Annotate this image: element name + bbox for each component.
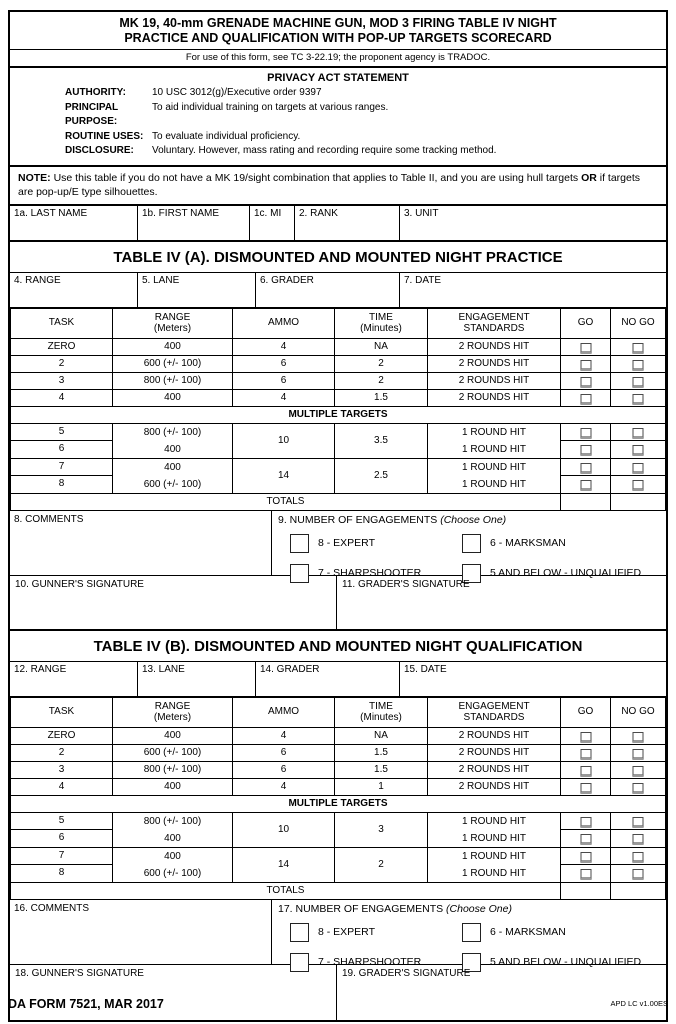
expert-checkbox[interactable] [290, 534, 309, 553]
privacy-heading: PRIVACY ACT STATEMENT [267, 72, 409, 84]
lane-field-b[interactable] [138, 662, 256, 696]
no-go-cell [611, 847, 666, 865]
standards-cell: 2 ROUNDS HIT [428, 355, 561, 372]
go-checkbox[interactable] [580, 834, 591, 845]
time-cell: 2 [335, 372, 428, 389]
task-cell: 4 [11, 778, 113, 795]
privacy-label: ROUTINE USES: [65, 130, 144, 142]
task-cell: 2 [11, 744, 113, 761]
standards-cell: 2 ROUNDS HIT [428, 389, 561, 406]
no-go-cell [611, 458, 666, 476]
option-expert [290, 923, 462, 942]
note-box [10, 167, 666, 206]
engagements-header: 9. NUMBER OF ENGAGEMENTS (Choose One) [278, 513, 507, 526]
go-cell [561, 355, 611, 372]
comments-engagements-row-a [10, 511, 666, 579]
rank-field[interactable] [295, 206, 400, 240]
time-cell: 3 [335, 812, 428, 847]
privacy-value: To evaluate individual proficiency. [152, 130, 301, 142]
range-field-b[interactable] [10, 662, 138, 696]
go-checkbox[interactable] [580, 463, 591, 474]
go-cell [561, 812, 611, 830]
ammo-cell: 6 [233, 355, 335, 372]
go-checkbox[interactable] [580, 852, 591, 863]
task-cell: 2 [11, 355, 113, 372]
no-go-checkbox[interactable] [633, 749, 644, 760]
no-go-checkbox[interactable] [633, 783, 644, 794]
last-name-field[interactable] [10, 206, 138, 240]
no-go-cell [611, 441, 666, 459]
go-cell [561, 423, 611, 441]
signatures-row-a [10, 576, 666, 631]
standards-cell: 1 ROUND HIT 1 ROUND HIT [428, 847, 561, 882]
option-label: 7 - SHARPSHOOTER [318, 956, 422, 968]
no-go-cell [611, 372, 666, 389]
table-header-row [11, 308, 666, 338]
go-checkbox[interactable] [580, 343, 591, 354]
go-cell [561, 372, 611, 389]
range-cell: 400 600 (+/- 100) [113, 458, 233, 493]
form-subtitle: For use of this form, see TC 3-22.19; the proponent agency is TRADOC. [10, 49, 666, 66]
go-cell [561, 458, 611, 476]
table-a-title: TABLE IV (A). DISMOUNTED AND MOUNTED NIGHT PRACTICE [10, 242, 666, 273]
marksman-checkbox[interactable] [462, 534, 481, 553]
no-go-cell [611, 744, 666, 761]
privacy-act-statement [10, 68, 666, 167]
da-form-7521 [8, 10, 668, 1022]
form-title-block [10, 12, 666, 68]
ammo-cell: 4 [233, 338, 335, 355]
totals-label: TOTALS [11, 493, 561, 510]
marksman-checkbox[interactable] [462, 923, 481, 942]
unit-field[interactable] [400, 206, 666, 240]
task-cell: 8 [11, 865, 113, 883]
ammo-cell: 10 [233, 423, 335, 458]
first-name-label: 1b. FIRST NAME [142, 207, 220, 219]
range-field-a[interactable] [10, 273, 138, 307]
choose-one-note: (Choose One) [446, 902, 512, 915]
identity-fields-row [10, 206, 666, 242]
totals-row [11, 493, 666, 510]
table-row [11, 355, 666, 372]
no-go-checkbox[interactable] [633, 394, 644, 405]
range-cell: 600 (+/- 100) [113, 744, 233, 761]
totals-go-cell[interactable] [561, 882, 611, 899]
range-label: 12. RANGE [14, 663, 67, 675]
option-label: 6 - MARKSMAN [490, 537, 566, 549]
go-cell [561, 778, 611, 795]
range-cell: 800 (+/- 100) [113, 761, 233, 778]
go-checkbox[interactable] [580, 732, 591, 743]
range-cell: 400 [113, 778, 233, 795]
standards-cell: 1 ROUND HIT 1 ROUND HIT [428, 812, 561, 847]
col-no-go: NO GO [611, 697, 666, 727]
col-standards: ENGAGEMENT STANDARDS [428, 697, 561, 727]
table-header-row [11, 697, 666, 727]
option-label: 5 AND BELOW - UNQUALIFIED [490, 567, 642, 579]
time-cell: 2 [335, 355, 428, 372]
lane-field-a[interactable] [138, 273, 256, 307]
form-number: DA FORM 7521, MAR 2017 [8, 997, 164, 1011]
col-go: GO [561, 308, 611, 338]
col-task: TASK [11, 308, 113, 338]
option-label: 6 - MARKSMAN [490, 926, 566, 938]
date-label: 15. DATE [404, 663, 447, 675]
comments-field-a[interactable] [10, 511, 272, 575]
table-row [11, 744, 666, 761]
time-cell: 1.5 [335, 744, 428, 761]
go-checkbox[interactable] [580, 480, 591, 491]
signatures-row-b [10, 965, 666, 1020]
privacy-row-disclosure [10, 144, 666, 159]
standards-cell: 2 ROUNDS HIT [428, 338, 561, 355]
task-cell: 6 [11, 830, 113, 848]
go-cell [561, 476, 611, 494]
no-go-checkbox[interactable] [633, 377, 644, 388]
note-label: NOTE: [18, 171, 51, 184]
task-cell: 3 [11, 372, 113, 389]
option-expert [290, 534, 462, 553]
go-cell [561, 389, 611, 406]
standards-cell: 2 ROUNDS HIT [428, 761, 561, 778]
col-range: RANGE (Meters) [113, 697, 233, 727]
no-go-checkbox[interactable] [633, 732, 644, 743]
task-cell: 4 [11, 389, 113, 406]
go-checkbox[interactable] [580, 445, 591, 456]
privacy-value: 10 USC 3012(g)/Executive order 9397 [152, 87, 322, 98]
grader-signature-field-a[interactable] [337, 576, 666, 629]
time-cell: 2.5 [335, 458, 428, 493]
task-cell: ZERO [11, 338, 113, 355]
grader-field-b[interactable] [256, 662, 400, 696]
option-label: 8 - EXPERT [318, 926, 375, 938]
range-cell: 400 [113, 389, 233, 406]
go-cell [561, 744, 611, 761]
task-cell: 8 [11, 476, 113, 494]
lane-label: 5. LANE [142, 274, 180, 286]
task-cell: 5 [11, 812, 113, 830]
no-go-checkbox[interactable] [633, 766, 644, 777]
table-b-info-row [10, 662, 666, 697]
table-row [11, 812, 666, 830]
ammo-cell: 4 [233, 778, 335, 795]
go-checkbox[interactable] [580, 360, 591, 371]
go-cell [561, 441, 611, 459]
comments-label: 16. COMMENTS [14, 902, 90, 914]
multiple-targets-header: MULTIPLE TARGETS [11, 795, 666, 812]
range-cell: 800 (+/- 100) 400 [113, 812, 233, 847]
gunner-signature-label: 18. GUNNER'S SIGNATURE [15, 967, 144, 979]
comments-label: 8. COMMENTS [14, 513, 84, 525]
go-cell [561, 847, 611, 865]
col-ammo: AMMO [233, 697, 335, 727]
privacy-value: Voluntary. However, mass rating and recording require some tracking method. [152, 145, 497, 156]
ammo-cell: 14 [233, 458, 335, 493]
comments-field-b[interactable] [10, 900, 272, 964]
standards-cell: 2 ROUNDS HIT [428, 744, 561, 761]
ammo-cell: 10 [233, 812, 335, 847]
no-go-checkbox[interactable] [633, 834, 644, 845]
lane-label: 13. LANE [142, 663, 185, 675]
standards-cell: 1 ROUND HIT 1 ROUND HIT [428, 423, 561, 458]
option-label: 5 AND BELOW - UNQUALIFIED [490, 956, 642, 968]
mi-field[interactable] [250, 206, 295, 240]
go-cell [561, 727, 611, 744]
table-a-info-row [10, 273, 666, 308]
gunner-signature-field-b[interactable] [10, 965, 337, 1020]
mi-label: 1c. MI [254, 207, 282, 219]
option-label: 7 - SHARPSHOOTER [318, 567, 422, 579]
no-go-cell [611, 727, 666, 744]
gunner-signature-field-a[interactable] [10, 576, 337, 629]
time-cell: 1.5 [335, 389, 428, 406]
no-go-checkbox[interactable] [633, 343, 644, 354]
range-cell: 800 (+/- 100) [113, 372, 233, 389]
go-checkbox[interactable] [580, 783, 591, 794]
table-row [11, 458, 666, 476]
ammo-cell: 6 [233, 744, 335, 761]
form-footer [8, 997, 668, 1011]
no-go-cell [611, 865, 666, 883]
col-time: TIME (Minutes) [335, 308, 428, 338]
choose-one-note: (Choose One) [440, 513, 507, 526]
go-checkbox[interactable] [580, 817, 591, 828]
go-cell [561, 338, 611, 355]
engagements-section-a [272, 511, 666, 579]
col-no-go: NO GO [611, 308, 666, 338]
grader-signature-label: 11. GRADER'S SIGNATURE [342, 578, 470, 590]
no-go-checkbox[interactable] [633, 852, 644, 863]
task-cell: 7 [11, 847, 113, 865]
go-cell [561, 761, 611, 778]
time-cell: 2 [335, 847, 428, 882]
multiple-targets-header: MULTIPLE TARGETS [11, 406, 666, 423]
table-row [11, 372, 666, 389]
range-cell: 600 (+/- 100) [113, 355, 233, 372]
time-cell: NA [335, 338, 428, 355]
grader-label: 6. GRADER [260, 274, 314, 286]
totals-no-go-cell[interactable] [611, 882, 666, 899]
gunner-signature-label: 10. GUNNER'S SIGNATURE [15, 578, 144, 590]
note-text-2: if targets are pop-up/E type silhouettes. [18, 171, 641, 198]
multiple-targets-row [11, 406, 666, 423]
go-checkbox[interactable] [580, 869, 591, 880]
expert-checkbox[interactable] [290, 923, 309, 942]
no-go-cell [611, 778, 666, 795]
col-go: GO [561, 697, 611, 727]
engagements-section-b [272, 900, 666, 968]
ammo-cell: 4 [233, 727, 335, 744]
no-go-cell [611, 761, 666, 778]
apd-version: APD LC v1.00ES [610, 999, 668, 1008]
privacy-label: DISCLOSURE: [65, 145, 134, 156]
no-go-checkbox[interactable] [633, 817, 644, 828]
time-cell: NA [335, 727, 428, 744]
option-marksman [462, 534, 666, 553]
table-row [11, 727, 666, 744]
no-go-cell [611, 812, 666, 830]
multiple-targets-row [11, 795, 666, 812]
first-name-field[interactable] [138, 206, 250, 240]
task-cell: 3 [11, 761, 113, 778]
grader-field-a[interactable] [256, 273, 400, 307]
engagements-header: 17. NUMBER OF ENGAGEMENTS (Choose One) [278, 902, 512, 915]
option-label: 8 - EXPERT [318, 537, 375, 549]
range-cell: 400 [113, 727, 233, 744]
rank-label: 2. RANK [299, 207, 338, 219]
standards-cell: 2 ROUNDS HIT [428, 372, 561, 389]
standards-cell: 2 ROUNDS HIT [428, 778, 561, 795]
totals-row [11, 882, 666, 899]
task-cell: 6 [11, 441, 113, 459]
totals-label: TOTALS [11, 882, 561, 899]
standards-cell: 2 ROUNDS HIT [428, 727, 561, 744]
no-go-checkbox[interactable] [633, 480, 644, 491]
option-marksman [462, 923, 666, 942]
no-go-cell [611, 476, 666, 494]
unit-label: 3. UNIT [404, 207, 439, 219]
standards-cell: 1 ROUND HIT 1 ROUND HIT [428, 458, 561, 493]
no-go-checkbox[interactable] [633, 360, 644, 371]
go-checkbox[interactable] [580, 428, 591, 439]
no-go-cell [611, 355, 666, 372]
no-go-checkbox[interactable] [633, 428, 644, 439]
grader-signature-label: 19. GRADER'S SIGNATURE [342, 967, 471, 979]
go-checkbox[interactable] [580, 749, 591, 760]
grader-signature-field-b[interactable] [337, 965, 666, 1020]
range-cell: 400 [113, 338, 233, 355]
range-cell: 800 (+/- 100) 400 [113, 423, 233, 458]
privacy-label: PRINCIPAL PURPOSE: [65, 101, 118, 127]
last-name-label: 1a. LAST NAME [14, 207, 88, 219]
privacy-row-routine-uses [10, 130, 666, 145]
range-label: 4. RANGE [14, 274, 61, 286]
no-go-checkbox[interactable] [633, 445, 644, 456]
task-cell: ZERO [11, 727, 113, 744]
range-cell: 400 600 (+/- 100) [113, 847, 233, 882]
form-title-line1: MK 19, 40-mm GRENADE MACHINE GUN, MOD 3 FIRING TABLE IV NIGHT [119, 16, 557, 30]
no-go-cell [611, 830, 666, 848]
totals-go-cell[interactable] [561, 493, 611, 510]
form-title-line2: PRACTICE AND QUALIFICATION WITH POP-UP TARGETS SCORECARD [124, 31, 552, 45]
time-cell: 3.5 [335, 423, 428, 458]
go-checkbox[interactable] [580, 766, 591, 777]
grader-label: 14. GRADER [260, 663, 320, 675]
firing-table-b [10, 697, 666, 900]
privacy-value: To aid individual training on targets at various ranges. [152, 101, 389, 113]
table-row [11, 423, 666, 441]
ammo-cell: 6 [233, 372, 335, 389]
comments-engagements-row-b [10, 900, 666, 968]
no-go-cell [611, 389, 666, 406]
table-row [11, 389, 666, 406]
date-field-a[interactable] [400, 273, 666, 307]
go-checkbox[interactable] [580, 394, 591, 405]
date-label: 7. DATE [404, 274, 442, 286]
table-row [11, 778, 666, 795]
task-cell: 5 [11, 423, 113, 441]
go-checkbox[interactable] [580, 377, 591, 388]
privacy-row-authority [10, 86, 666, 101]
privacy-row-purpose [10, 101, 666, 130]
note-text-1: Use this table if you do not have a MK 19/sight combination that applies to Table II, and you are using hull targets [53, 171, 579, 184]
ammo-cell: 4 [233, 389, 335, 406]
no-go-checkbox[interactable] [633, 463, 644, 474]
table-row [11, 338, 666, 355]
col-task: TASK [11, 697, 113, 727]
no-go-cell [611, 423, 666, 441]
go-cell [561, 830, 611, 848]
ammo-cell: 14 [233, 847, 335, 882]
note-or: OR [581, 171, 597, 184]
table-b-title: TABLE IV (B). DISMOUNTED AND MOUNTED NIGHT QUALIFICATION [10, 631, 666, 662]
go-cell [561, 865, 611, 883]
ammo-cell: 6 [233, 761, 335, 778]
totals-no-go-cell[interactable] [611, 493, 666, 510]
table-row [11, 761, 666, 778]
col-standards: ENGAGEMENT STANDARDS [428, 308, 561, 338]
col-ammo: AMMO [233, 308, 335, 338]
col-time: TIME (Minutes) [335, 697, 428, 727]
no-go-cell [611, 338, 666, 355]
date-field-b[interactable] [400, 662, 666, 696]
task-cell: 7 [11, 458, 113, 476]
col-range: RANGE (Meters) [113, 308, 233, 338]
time-cell: 1 [335, 778, 428, 795]
no-go-checkbox[interactable] [633, 869, 644, 880]
time-cell: 1.5 [335, 761, 428, 778]
table-row [11, 847, 666, 865]
privacy-label: AUTHORITY: [65, 87, 126, 98]
firing-table-a [10, 308, 666, 511]
